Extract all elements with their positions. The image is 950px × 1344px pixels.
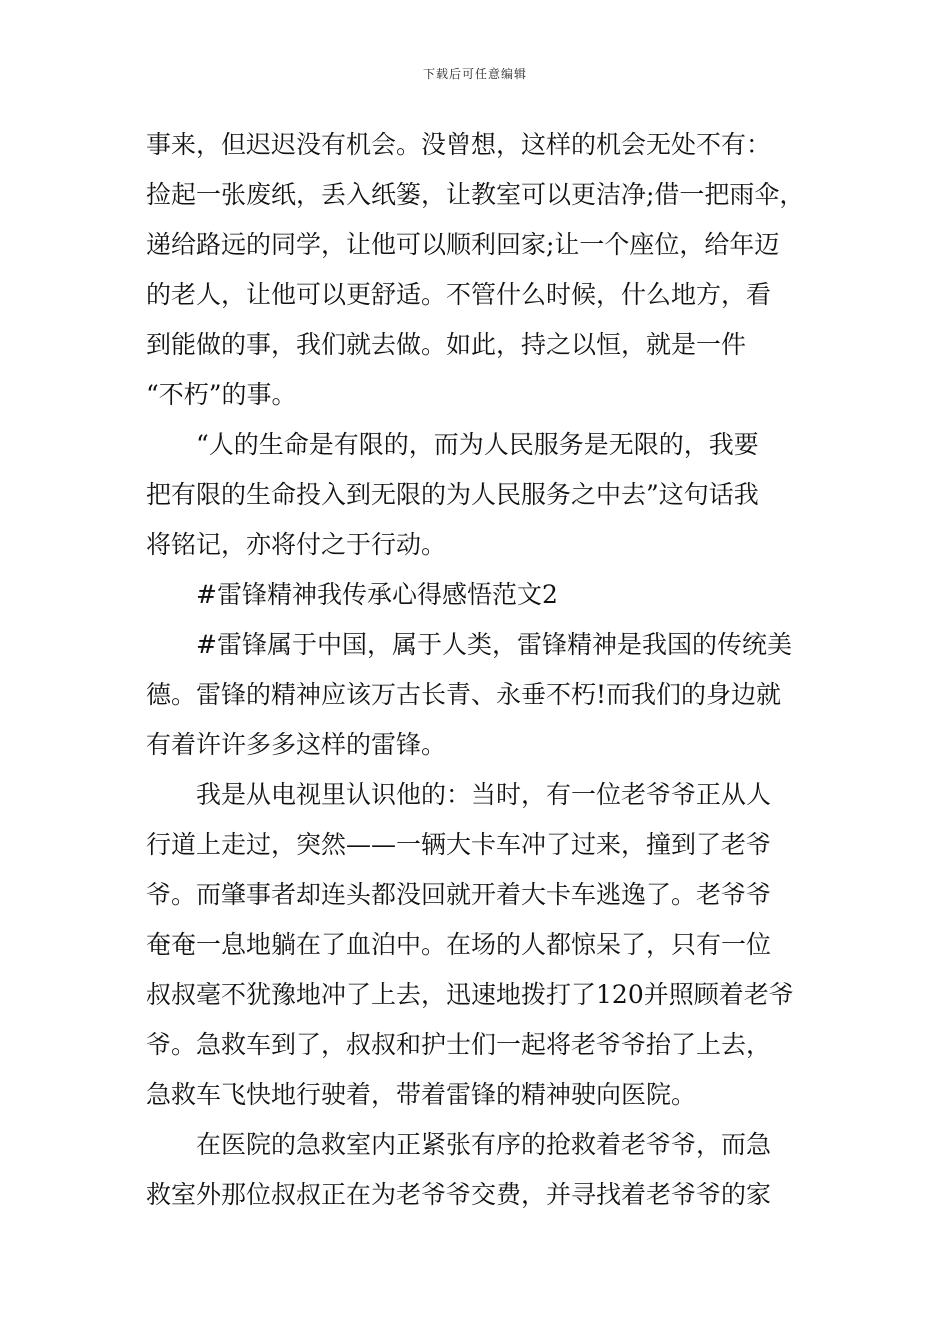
text-line: 我是从电视里认识他的：当时，有一位老爷爷正从人: [196, 780, 772, 809]
text-line: 爷。急救车到了，叔叔和护士们一起将老爷爷抬了上去，: [146, 1030, 772, 1059]
text-line: 到能做的事，我们就去做。如此，持之以恒，就是一件: [146, 330, 747, 359]
text-line: 急救车飞快地行驶着，带着雷锋的精神驶向医院。: [146, 1080, 697, 1109]
text-line: 奄奄一息地躺在了血泊中。在场的人都惊呆了，只有一位: [146, 930, 772, 959]
page-header-note: 下载后可任意编辑: [422, 67, 527, 81]
text-line: 救室外那位叔叔正在为老爷爷交费，并寻找着老爷爷的家: [146, 1180, 772, 1209]
text-line: 事来，但迟迟没有机会。没曾想，这样的机会无处不有：: [146, 130, 772, 159]
section-heading: #雷锋精神我传承心得感悟范文2: [196, 580, 558, 609]
text-line: 德。雷锋的精神应该万古长青、永垂不朽!而我们的身边就: [146, 680, 782, 709]
text-line: 将铭记，亦将付之于行动。: [146, 530, 447, 559]
text-line: 的老人，让他可以更舒适。不管什么时候，什么地方，看: [146, 280, 772, 309]
text-line: #雷锋属于中国，属于人类，雷锋精神是我国的传统美: [196, 630, 792, 659]
text-line: 递给路远的同学，让他可以顺利回家;让一个座位，给年迈: [146, 230, 780, 259]
text-line: 捡起一张废纸，丢入纸篓，让教室可以更洁净;借一把雨伞，: [146, 180, 805, 209]
text-line: 有着许许多多这样的雷锋。: [146, 730, 447, 759]
text-line: 在医院的急救室内正紧张有序的抢救着老爷爷，而急: [196, 1130, 772, 1159]
text-line: 爷。而肇事者却连头都没回就开着大卡车逃逸了。老爷爷: [146, 880, 772, 909]
text-line: “不朽”的事。: [146, 380, 297, 409]
text-line: “人的生命是有限的，而为人民服务是无限的，我要: [196, 430, 759, 459]
text-line: 把有限的生命投入到无限的为人民服务之中去”这句话我: [146, 480, 759, 509]
text-line: 叔叔毫不犹豫地冲了上去，迅速地拨打了120并照顾着老爷: [146, 980, 794, 1009]
text-line: 行道上走过，突然——一辆大卡车冲了过来，撞到了老爷: [146, 830, 772, 859]
